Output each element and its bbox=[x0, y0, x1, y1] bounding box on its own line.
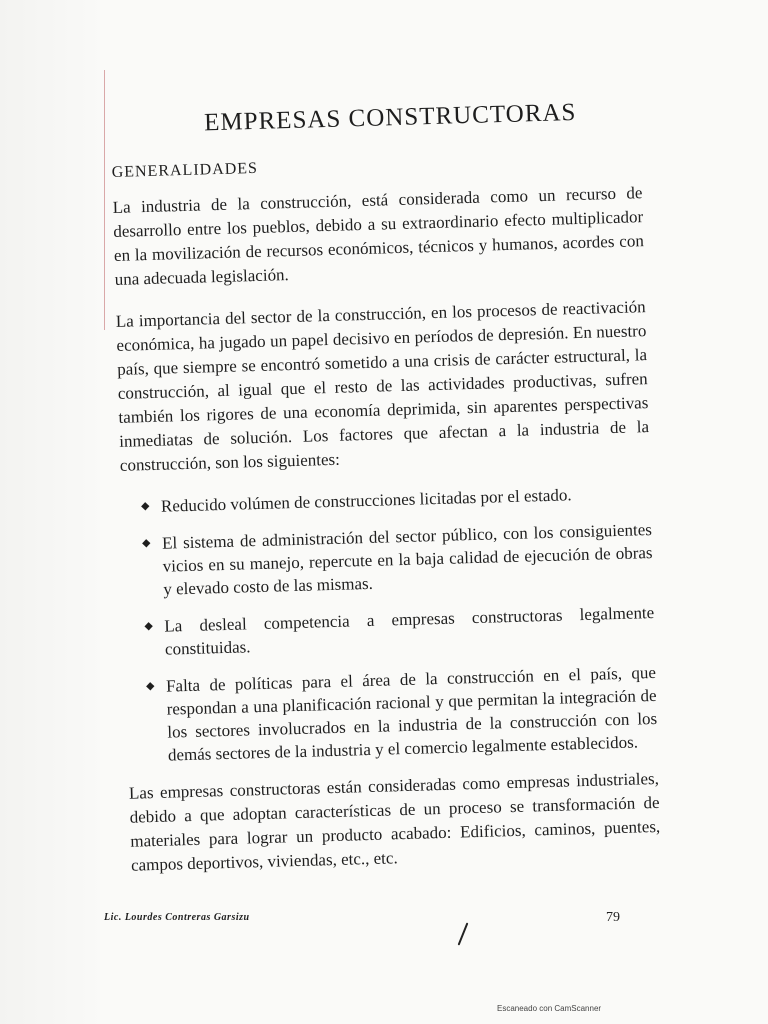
document-page bbox=[110, 97, 662, 895]
paragraph-closing: Las empresas constructoras están consideradas como empresas industriales, debido a que adoptan características de un proceso se transformación de materiales para lograr un producto acabado: Edificios, caminos, puentes, campos deportivos, viviendas, etc., etc. bbox=[128, 768, 661, 875]
list-item bbox=[144, 601, 655, 661]
author-name: Lic. Lourdes Contreras Garsizu bbox=[104, 912, 250, 923]
scan-shadow bbox=[0, 0, 105, 1024]
paragraph-importance: La importancia del sector de la construcción, en los procesos de reactivación económica, ha jugado un papel decisivo en períodos de depresión. En nuestro país, que siempre se encontró sometido a una crisis de carácter estructural, la construcción, al igual que el resto de las actividades productivas, sufren también los rigores de una economía deprimida, sin aparentes perspectivas inmediatas de solución. Los factores que afectan a la industria de la construcción, son los siguientes: bbox=[115, 297, 650, 475]
list-item bbox=[146, 661, 658, 767]
bullet-icon: ◆ bbox=[141, 537, 151, 550]
bullet-icon: ◆ bbox=[144, 620, 154, 633]
list-item bbox=[141, 481, 651, 518]
scanner-watermark: Escaneado con CamScanner bbox=[497, 1004, 602, 1013]
list-item-text: Falta de políticas para el área de la construcción en el país, que respondan a una planificación racional y que permitan la integración de los sectores involucrados en la industria de la construcción con los demás sectores de la industria y el comercio legalmente establecidos. bbox=[165, 662, 658, 765]
factors-list bbox=[121, 481, 658, 768]
paragraph-intro: La industria de la construcción, está considerada como un recurso de desarrollo entre los pueblos, debido a su extraordinario efecto multiplicador en la movilización de recursos económicos, técnicos y humanos, acordes con una adecuada legislación. bbox=[112, 183, 645, 289]
bullet-icon: ◆ bbox=[140, 500, 150, 513]
bullet-icon: ◆ bbox=[145, 679, 155, 693]
page-title: EMPRESAS CONSTRUCTORAS bbox=[203, 98, 577, 137]
list-item-text: La desleal competencia a empresas constructoras legalmente constituidas. bbox=[164, 603, 655, 659]
section-heading: GENERALIDADES bbox=[111, 159, 259, 181]
list-item-text: Reducido volúmen de construcciones licitadas por el estado. bbox=[160, 485, 572, 516]
margin-mark bbox=[104, 70, 105, 330]
list-item bbox=[142, 518, 654, 601]
page-footer bbox=[104, 910, 620, 934]
list-item-text: El sistema de administración del sector público, con los consiguientes vicios en su manejo, repercute en la baja calidad de ejecución de obras y elevado costo de las mismas. bbox=[161, 520, 653, 599]
page-number: 79 bbox=[606, 910, 620, 925]
